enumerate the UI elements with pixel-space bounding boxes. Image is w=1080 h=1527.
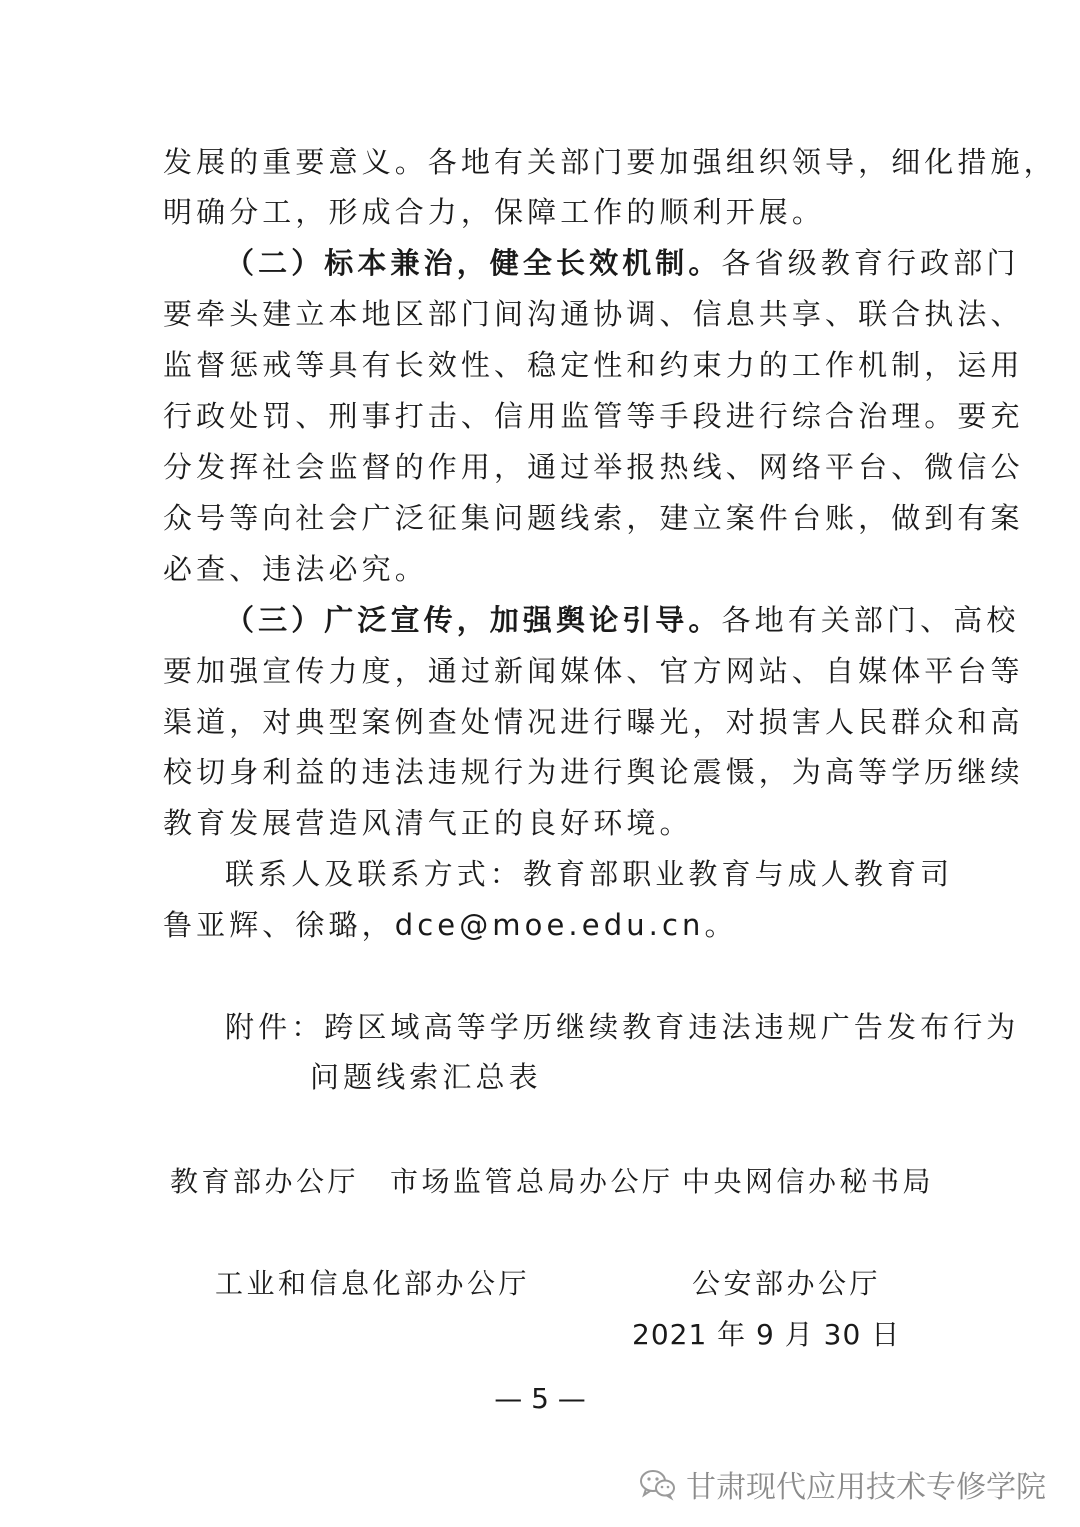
wechat-icon — [638, 1467, 678, 1501]
paragraph-text: 各省级教育行政部门 — [721, 246, 1020, 280]
signature-org: 中央网信办秘书局 — [682, 1165, 935, 1198]
section-3-first-line — [225, 600, 1019, 640]
attachment-line: 附件：跨区域高等学历继续教育违法违规广告发布行为 — [225, 1010, 1020, 1044]
paragraph-line: 教育发展营造风清气正的良好环境。 — [163, 806, 693, 840]
paragraph-line: 校切身利益的违法违规行为进行舆论震慑，为高等学历继续 — [163, 755, 1024, 789]
signature-org: 公安部办公厅 — [692, 1267, 882, 1300]
page-number: — 5 — — [494, 1382, 586, 1415]
contact-details: 鲁亚辉、徐璐，dce@moe.edu.cn。 — [163, 908, 738, 942]
signature-org: 工业和信息化部办公厅 — [215, 1267, 531, 1300]
watermark — [638, 1462, 1046, 1506]
paragraph-line: 明确分工，形成合力，保障工作的顺利开展。 — [163, 195, 826, 229]
paragraph-line: 渠道，对典型案例查处情况进行曝光，对损害人民群众和高 — [163, 705, 1024, 739]
paragraph-text: 各地有关部门、高校 — [721, 603, 1020, 637]
paragraph-line: 发展的重要意义。各地有关部门要加强组织领导，细化措施， — [163, 145, 1057, 179]
paragraph-line: 要牵头建立本地区部门间沟通协调、信息共享、联合执法、 — [163, 297, 1024, 331]
paragraph-line: 众号等向社会广泛征集问题线索，建立案件台账，做到有案 — [163, 501, 1024, 535]
section-2-heading: （二）标本兼治，健全长效机制。 — [225, 246, 722, 280]
paragraph-line: 行政处罚、刑事打击、信用监管等手段进行综合治理。要充 — [163, 399, 1024, 433]
paragraph-line: 必查、违法必究。 — [163, 552, 428, 586]
signature-org: 市场监管总局办公厅 — [390, 1165, 674, 1198]
paragraph-line: 要加强宣传力度，通过新闻媒体、官方网站、自媒体平台等 — [163, 654, 1024, 688]
watermark-text: 甘肃现代应用技术专修学院 — [686, 1470, 1046, 1505]
attachment-line-2: 问题线索汇总表 — [310, 1060, 542, 1094]
contact-line: 联系人及联系方式：教育部职业教育与成人教育司 — [225, 857, 954, 891]
section-3-heading: （三）广泛宣传，加强舆论引导。 — [225, 603, 722, 637]
paragraph-line: 监督惩戒等具有长效性、稳定性和约束力的工作机制，运用 — [163, 348, 1024, 382]
signature-org: 教育部办公厅 — [170, 1165, 360, 1198]
section-2-first-line — [225, 243, 1019, 283]
paragraph-line: 分发挥社会监督的作用，通过举报热线、网络平台、微信公 — [163, 450, 1024, 484]
signature-date: 2021 年 9 月 30 日 — [632, 1318, 901, 1351]
